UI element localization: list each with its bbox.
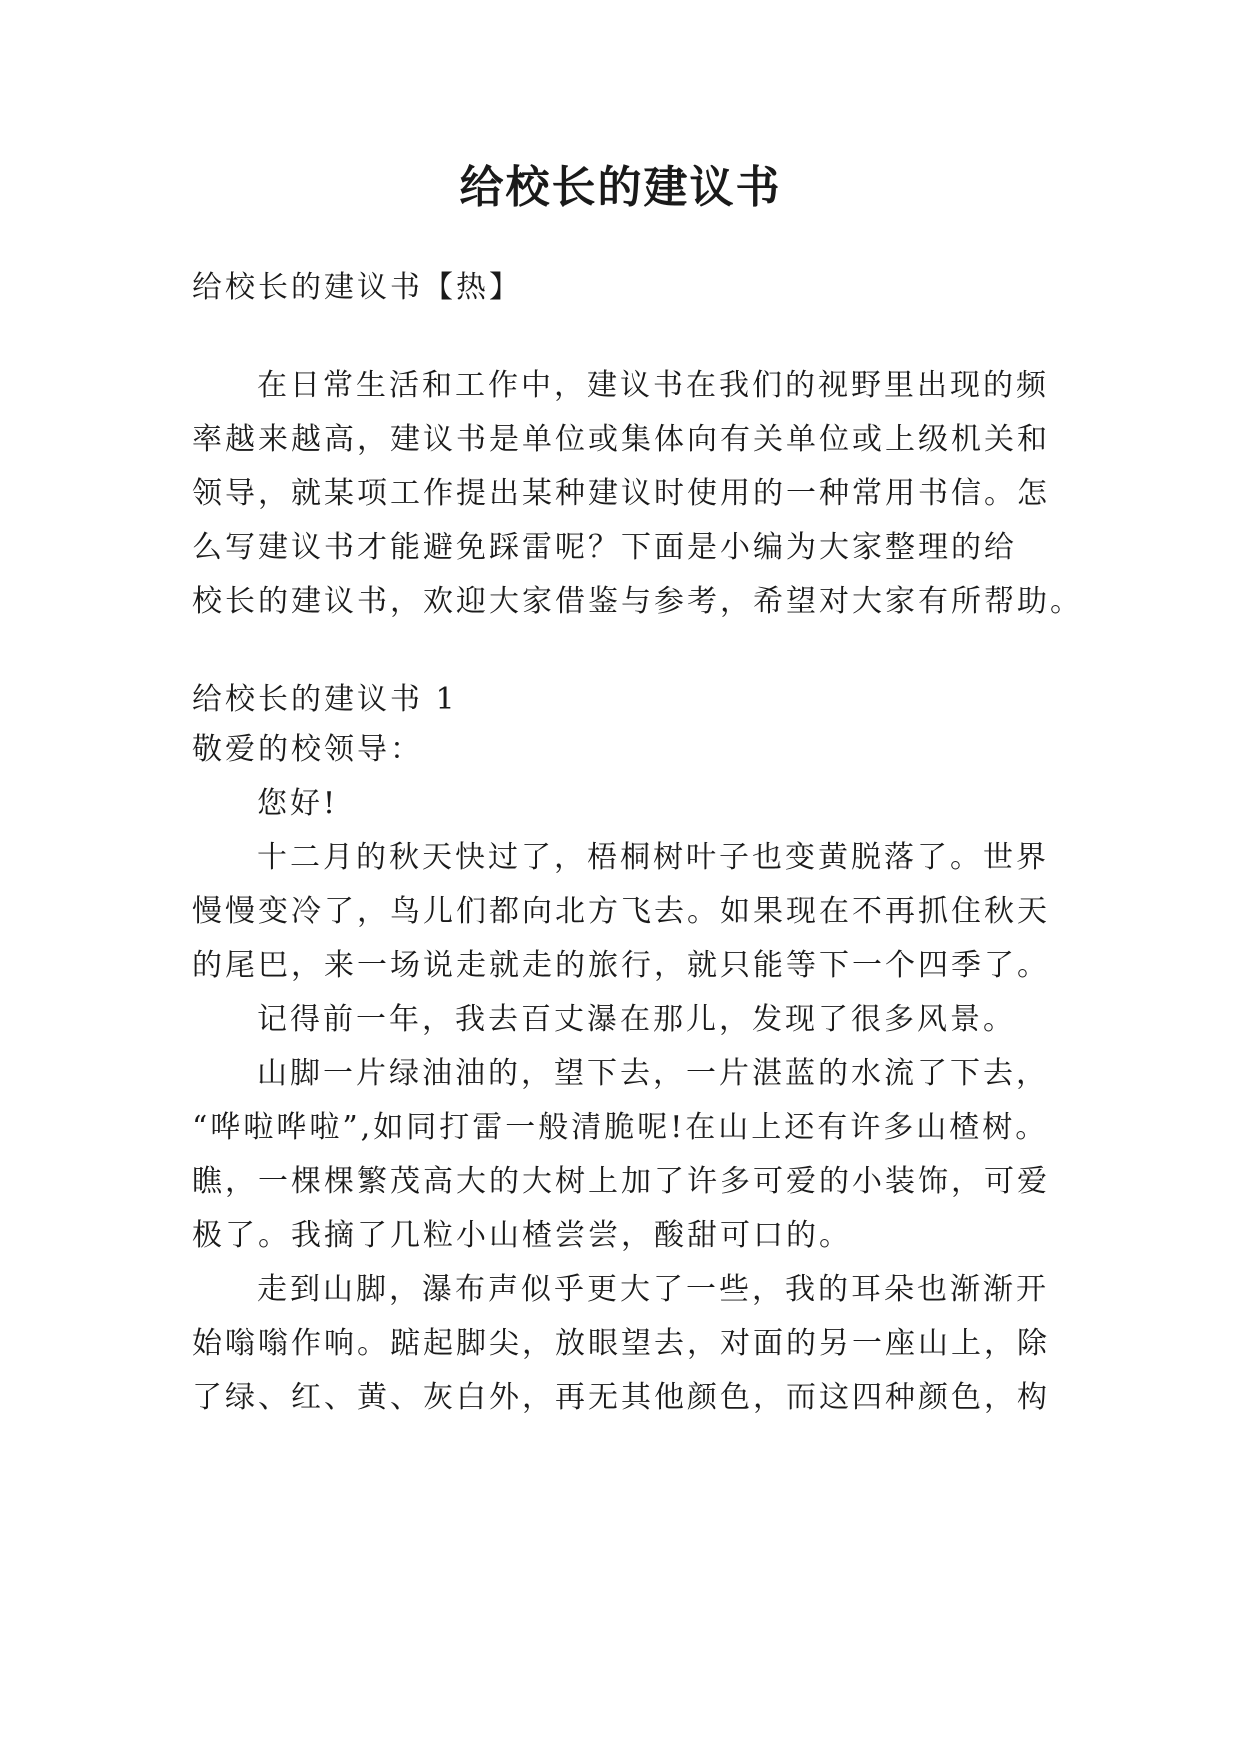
paragraph-line: 始嗡嗡作响。踮起脚尖，放眼望去，对面的另一座山上，除: [192, 1326, 1050, 1361]
paragraph-line: 领导，就某项工作提出某种建议时使用的一种常用书信。怎: [192, 476, 1050, 511]
paragraph-line: 校长的建议书，欢迎大家借鉴与参考，希望对大家有所帮助。: [192, 584, 1083, 619]
paragraph-line: 极了。我摘了几粒小山楂尝尝，酸甜可口的。: [192, 1218, 852, 1253]
paragraph-line: 率越来越高，建议书是单位或集体向有关单位或上级机关和: [192, 422, 1050, 457]
salutation: 敬爱的校领导：: [192, 732, 423, 767]
paragraph-line: “哗啦哗啦”,如同打雷一般清脆呢!在山上还有许多山楂树。: [192, 1110, 1049, 1145]
paragraph-line: 的尾巴，来一场说走就走的旅行，就只能等下一个四季了。: [192, 948, 1050, 983]
paragraph-line: 山脚一片绿油油的，望下去，一片湛蓝的水流了下去，: [257, 1056, 1049, 1091]
document-title: 给校长的建议书: [459, 162, 782, 213]
section-heading: 给校长的建议书 1: [192, 682, 458, 717]
paragraph-line: 十二月的秋天快过了，梧桐树叶子也变黄脱落了。世界: [257, 840, 1049, 875]
paragraph-line: 在日常生活和工作中，建议书在我们的视野里出现的频: [257, 368, 1049, 403]
paragraph-line: 慢慢变冷了，鸟儿们都向北方飞去。如果现在不再抓住秋天: [192, 894, 1050, 929]
greeting: 您好!: [257, 786, 339, 821]
paragraph-line: 走到山脚，瀑布声似乎更大了一些，我的耳朵也渐渐开: [257, 1272, 1049, 1307]
document-subtitle: 给校长的建议书【热】: [192, 270, 522, 305]
paragraph-line: 么写建议书才能避免踩雷呢？下面是小编为大家整理的给: [192, 530, 1017, 565]
paragraph-line: 瞧，一棵棵繁茂高大的大树上加了许多可爱的小装饰，可爱: [192, 1164, 1050, 1199]
paragraph-line: 记得前一年，我去百丈瀑在那儿，发现了很多风景。: [257, 1002, 1016, 1037]
paragraph-line: 了绿、红、黄、灰白外，再无其他颜色，而这四种颜色，构: [192, 1380, 1050, 1415]
